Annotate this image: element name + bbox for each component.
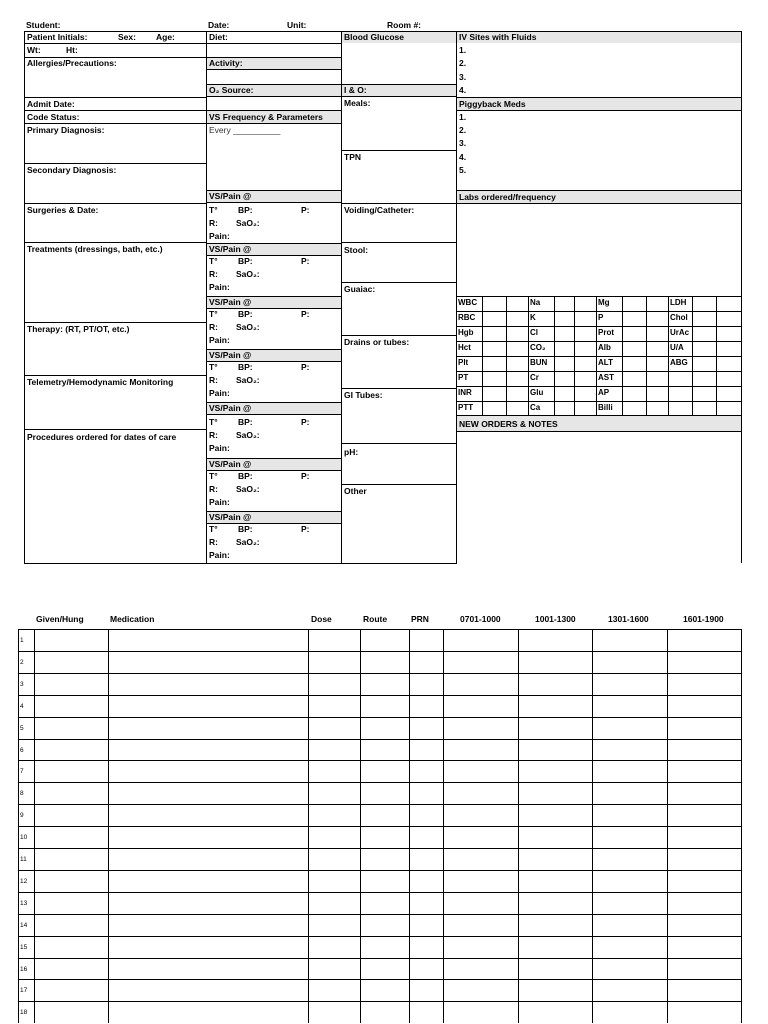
row-number: 11 <box>20 856 27 863</box>
med-table-row[interactable] <box>18 695 741 717</box>
time-0701-header: 0701-1000 <box>460 614 501 624</box>
medication-header: Medication <box>110 614 155 624</box>
piggyback-label: Piggyback Meds <box>459 99 526 109</box>
lab-label-c4-4: U/A <box>670 343 684 352</box>
pain-label-3: Pain: <box>209 335 230 345</box>
lab-label-c3-8: Billi <box>598 403 613 412</box>
med-table-row[interactable] <box>18 848 741 870</box>
med-table-row[interactable] <box>18 958 741 980</box>
row-number: 5 <box>20 724 24 732</box>
row-number: 13 <box>20 899 28 907</box>
row-number: 8 <box>20 790 24 798</box>
lab-label-c2-1: Na <box>530 298 541 307</box>
med-table-row[interactable] <box>18 760 741 782</box>
row-number: 14 <box>20 921 28 929</box>
lab-label-c2-7: Glu <box>530 388 544 397</box>
lab-label-c1-3: Hgb <box>458 328 474 337</box>
lab-label-c2-5: BUN <box>530 358 548 367</box>
row-number: 4 <box>20 702 24 710</box>
resp-label-1: R: <box>209 218 218 228</box>
row-number: 12 <box>20 877 28 885</box>
med-table-row[interactable] <box>18 1001 741 1023</box>
drains-label: Drains or tubes: <box>344 337 410 347</box>
resp-label-4: R: <box>209 375 218 385</box>
secondary-diagnosis-label: Secondary Diagnosis: <box>27 165 117 175</box>
lab-label-c1-8: PTT <box>458 403 474 412</box>
time-1001-header: 1001-1300 <box>535 614 576 624</box>
lab-label-c1-5: Plt <box>458 358 469 367</box>
bp-label-7: BP: <box>238 524 253 534</box>
temp-label-6: T° <box>209 471 218 481</box>
sao2-label-2: SaO₂: <box>236 269 260 279</box>
voiding-label: Voiding/Catheter: <box>344 205 415 215</box>
pulse-label-5: P: <box>301 417 310 427</box>
treatments-label: Treatments (dressings, bath, etc.) <box>27 244 163 254</box>
unit-label: Unit: <box>287 20 307 30</box>
pulse-label-3: P: <box>301 309 310 319</box>
patient-initials-label: Patient Initials: <box>27 32 88 42</box>
resp-label-6: R: <box>209 484 218 494</box>
lab-label-c3-7: AP <box>598 388 610 397</box>
med-table-row[interactable] <box>18 673 741 695</box>
iv-line-2: 2. <box>459 58 467 68</box>
med-table-row[interactable] <box>18 629 741 651</box>
med-table-row[interactable] <box>18 914 741 936</box>
other-label: Other <box>344 486 367 496</box>
vs-frequency-label: VS Frequency & Parameters <box>209 112 323 122</box>
pb-line-1: 1. <box>459 112 467 122</box>
bp-label-5: BP: <box>238 417 253 427</box>
sao2-label-4: SaO₂: <box>236 375 260 385</box>
lab-label-c2-3: Cl <box>530 328 538 337</box>
row-number: 7 <box>20 768 24 776</box>
lab-label-c4-5: ABG <box>670 358 688 367</box>
pb-line-4: 4. <box>459 152 467 162</box>
pb-line-3: 3. <box>459 138 467 148</box>
lab-label-c3-4: Alb <box>598 343 611 352</box>
lab-label-c4-1: LDH <box>670 298 687 307</box>
time-1301-header: 1301-1600 <box>608 614 649 624</box>
pain-label-5: Pain: <box>209 443 230 453</box>
med-table-row[interactable] <box>18 739 741 761</box>
med-table-row[interactable] <box>18 979 741 1001</box>
sao2-label-7: SaO₂: <box>236 537 260 547</box>
resp-label-3: R: <box>209 322 218 332</box>
blood-glucose-label: Blood Glucose <box>344 32 404 42</box>
route-header: Route <box>363 614 388 624</box>
row-number: 6 <box>20 746 24 754</box>
lab-label-c3-3: Prot <box>598 328 614 337</box>
lab-label-c1-2: RBC <box>458 313 476 322</box>
sex-label: Sex: <box>118 32 136 42</box>
pulse-label-2: P: <box>301 256 310 266</box>
prn-header: PRN <box>411 614 429 624</box>
med-table-row[interactable] <box>18 936 741 958</box>
lab-label-c3-6: AST <box>598 373 614 382</box>
pulse-label-1: P: <box>301 205 310 215</box>
sao2-label-3: SaO₂: <box>236 322 260 332</box>
bp-label-3: BP: <box>238 309 253 319</box>
date-label: Date: <box>208 20 230 30</box>
i-and-o-label: I & O: <box>344 85 367 95</box>
wt-label: Wt: <box>27 45 41 55</box>
activity-label: Activity: <box>209 58 243 68</box>
row-number: 1 <box>20 637 24 644</box>
student-label: Student: <box>26 20 61 30</box>
row-number: 15 <box>20 943 28 951</box>
med-table-row[interactable] <box>18 651 741 673</box>
row-number: 9 <box>20 812 24 820</box>
sao2-label-5: SaO₂: <box>236 430 260 440</box>
pain-label-6: Pain: <box>209 497 230 507</box>
pulse-label-7: P: <box>301 524 310 534</box>
lab-label-c2-4: CO₂ <box>530 343 546 352</box>
bp-label-6: BP: <box>238 471 253 481</box>
time-1601-header: 1601-1900 <box>683 614 724 624</box>
age-label: Age: <box>156 32 175 42</box>
lab-label-c3-1: Mg <box>598 298 610 307</box>
admit-date-label: Admit Date: <box>27 99 75 109</box>
lab-label-c3-2: P <box>598 313 604 322</box>
lab-label-c2-8: Ca <box>530 403 541 412</box>
resp-label-7: R: <box>209 537 218 547</box>
lab-label-c1-1: WBC <box>458 298 478 307</box>
med-table-row[interactable] <box>18 870 741 892</box>
ph-label: pH: <box>344 447 359 457</box>
row-number: 10 <box>20 834 28 842</box>
pain-label-1: Pain: <box>209 231 230 241</box>
vs-pain-header-6: VS/Pain @ <box>209 459 252 469</box>
bp-label-1: BP: <box>238 205 253 215</box>
bp-label-4: BP: <box>238 362 253 372</box>
temp-label-2: T° <box>209 256 218 266</box>
room-label: Room #: <box>387 20 421 30</box>
temp-label-5: T° <box>209 417 218 427</box>
iv-sites-label: IV Sites with Fluids <box>459 32 537 42</box>
resp-label-2: R: <box>209 269 218 279</box>
vs-pain-header-1: VS/Pain @ <box>209 191 252 201</box>
lab-label-c1-6: PT <box>458 373 469 382</box>
pb-line-5: 5. <box>459 165 467 175</box>
med-table-row[interactable] <box>18 892 741 914</box>
bp-label-2: BP: <box>238 256 253 266</box>
lab-label-c1-7: INR <box>458 388 472 397</box>
dose-header: Dose <box>311 614 332 624</box>
pain-label-2: Pain: <box>209 282 230 292</box>
procedures-label: Procedures ordered for dates of care <box>27 432 177 442</box>
row-number: 18 <box>20 1009 28 1017</box>
lab-label-c3-5: ALT <box>598 358 613 367</box>
temp-label-7: T° <box>209 524 218 534</box>
sao2-label-1: SaO₂: <box>236 218 260 228</box>
vs-pain-header-4: VS/Pain @ <box>209 350 252 360</box>
temp-label-1: T° <box>209 205 218 215</box>
pain-label-7: Pain: <box>209 550 230 560</box>
row-number: 2 <box>20 658 24 666</box>
med-table-row[interactable] <box>18 826 741 848</box>
code-status-label: Code Status: <box>27 112 80 122</box>
med-table-row[interactable] <box>18 717 741 739</box>
stool-label: Stool: <box>344 245 369 255</box>
vs-pain-header-3: VS/Pain @ <box>209 297 252 307</box>
row-number: 3 <box>20 680 24 688</box>
allergies-label: Allergies/Precautions: <box>27 58 117 68</box>
therapy-label: Therapy: (RT, PT/OT, etc.) <box>27 324 130 334</box>
pain-label-4: Pain: <box>209 388 230 398</box>
primary-diagnosis-label: Primary Diagnosis: <box>27 125 105 135</box>
telemetry-label: Telemetry/Hemodynamic Monitoring <box>27 377 174 387</box>
med-table-row[interactable] <box>18 804 741 826</box>
row-number: 16 <box>20 965 28 973</box>
temp-label-3: T° <box>209 309 218 319</box>
iv-line-3: 3. <box>459 72 467 82</box>
given-hung-header: Given/Hung <box>36 614 84 624</box>
lab-label-c1-4: Hct <box>458 343 471 352</box>
iv-line-1: 1. <box>459 45 467 55</box>
lab-label-c4-3: UrAc <box>670 328 690 337</box>
pb-line-2: 2. <box>459 125 467 135</box>
vs-pain-header-7: VS/Pain @ <box>209 512 252 522</box>
pulse-label-4: P: <box>301 362 310 372</box>
med-table-row[interactable] <box>18 782 741 804</box>
labs-ordered-label: Labs ordered/frequency <box>459 192 556 202</box>
every-field[interactable]: Every __________ <box>209 125 281 135</box>
temp-label-4: T° <box>209 362 218 372</box>
meals-label: Meals: <box>344 98 371 108</box>
new-orders-label: NEW ORDERS & NOTES <box>459 419 558 429</box>
lab-label-c2-6: Cr <box>530 373 539 382</box>
tpn-label: TPN <box>344 152 361 162</box>
o2-source-label: O₂ Source: <box>209 85 254 95</box>
ht-label: Ht: <box>66 45 78 55</box>
diet-label: Diet: <box>209 32 228 42</box>
row-number: 17 <box>20 987 28 995</box>
vs-pain-header-5: VS/Pain @ <box>209 403 252 413</box>
resp-label-5: R: <box>209 430 218 440</box>
lab-label-c2-2: K <box>530 313 536 322</box>
pulse-label-6: P: <box>301 471 310 481</box>
surgeries-label: Surgeries & Date: <box>27 205 99 215</box>
sao2-label-6: SaO₂: <box>236 484 260 494</box>
lab-label-c4-2: Chol <box>670 313 688 322</box>
iv-line-4: 4. <box>459 85 467 95</box>
guaiac-label: Guaiac: <box>344 284 376 294</box>
gi-tubes-label: GI Tubes: <box>344 390 383 400</box>
vs-pain-header-2: VS/Pain @ <box>209 244 252 254</box>
